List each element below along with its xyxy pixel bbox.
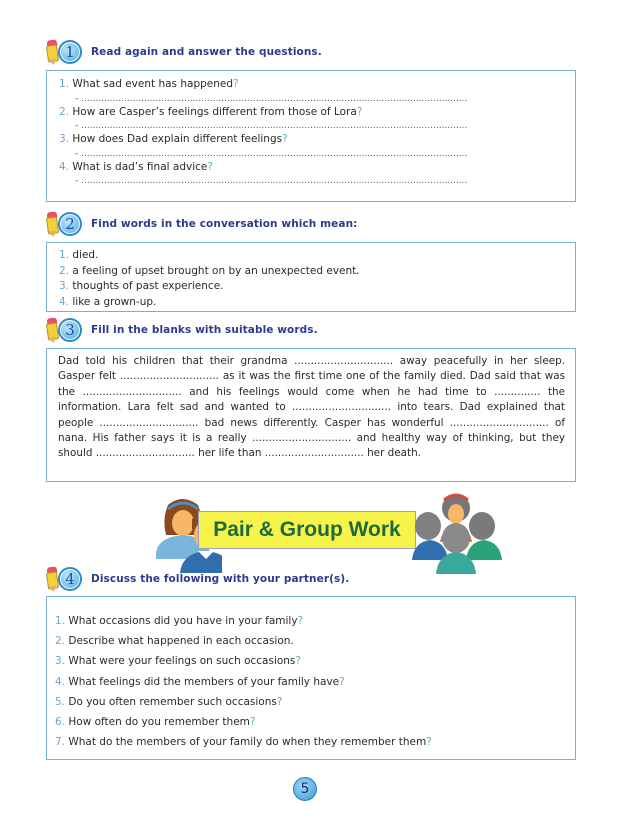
question-item: 3. How does Dad explain different feelings? - ....................................................................................................................................... xyxy=(59,132,575,160)
question-text: How are Casper’s feelings different from those of Lora xyxy=(72,105,357,118)
discussion-box xyxy=(46,596,576,760)
answer-line[interactable]: - ....................................................................................................................................... xyxy=(75,121,468,131)
page-number: 5 xyxy=(293,777,317,801)
section-title: Read again and answer the questions. xyxy=(91,46,322,58)
definitions-box xyxy=(46,242,576,312)
definition-item: 3. thoughts of past experience. xyxy=(59,280,224,292)
pair-group-work-banner xyxy=(198,511,416,549)
section-4-header xyxy=(44,566,349,592)
section-number-badge: 1 xyxy=(58,40,82,64)
section-1-header xyxy=(44,39,322,65)
question-text: What sad event has happened xyxy=(72,78,234,90)
questions-box xyxy=(46,70,576,202)
discussion-item: 4. What feelings did the members of your family have? xyxy=(55,675,345,688)
pencil-icon xyxy=(44,211,60,237)
section-title: Discuss the following with your partner(s). xyxy=(91,573,350,585)
definition-item: 1. died. xyxy=(59,249,99,261)
fill-blanks-paragraph[interactable]: Dad told his children that their grandma .............................. away peacefully in her sleep. Gasper felt .............................. as it was the first time one of the family died. Dad said that was the .............................. and his feelings would come when he had time to .............. the information. Lara felt sad and wanted to .............................. into tears. Dad explained that people .............................. bad news differently. Casper has wonderful .............................. of nana. His father says it is a really .............................. and healthy way of thinking, but they should .............................. her life than .............................. her death. xyxy=(58,355,565,460)
section-number-badge: 3 xyxy=(58,318,82,342)
section-number-badge: 4 xyxy=(58,567,82,591)
definition-item: 2. a feeling of upset brought on by an unexpected event. xyxy=(59,264,360,277)
question-item: 4. What is dad’s final advice? - ....................................................................................................................................... xyxy=(59,160,575,188)
question-item: 1. What sad event has happened? - ....................................................................................................................................... xyxy=(59,77,575,105)
pencil-icon xyxy=(44,39,60,65)
banner-label: Pair & Group Work xyxy=(213,518,401,541)
group-students-illustration xyxy=(410,490,502,574)
answer-line[interactable]: - ....................................................................................................................................... xyxy=(75,176,468,186)
pencil-icon xyxy=(44,317,60,343)
section-title: Fill in the blanks with suitable words. xyxy=(91,324,318,336)
section-title: Find words in the conversation which mean: xyxy=(91,218,358,230)
answer-line[interactable]: - ....................................................................................................................................... xyxy=(75,93,468,104)
discussion-item: 6. How often do you remember them? xyxy=(55,716,256,729)
discussion-item: 5. Do you often remember such occasions? xyxy=(55,695,283,708)
group-icon xyxy=(412,494,502,574)
section-2-header xyxy=(44,211,357,237)
question-text: How does Dad explain different feelings xyxy=(72,133,283,145)
discussion-item: 2. Describe what happened in each occasion. xyxy=(55,635,294,648)
section-number-badge: 2 xyxy=(58,212,82,236)
section-3-header xyxy=(44,317,318,343)
question-item: 2. How are Casper’s feelings different from those of Lora? - ....................................................................................................................................... xyxy=(59,105,575,133)
discussion-item: 3. What were your feelings on such occasions? xyxy=(55,655,301,668)
pencil-icon xyxy=(44,566,60,592)
question-text: What is dad’s final advice xyxy=(72,160,208,173)
fill-blanks-box xyxy=(46,348,576,482)
definition-item: 4. like a grown-up. xyxy=(59,295,157,308)
discussion-item: 1. What occasions did you have in your family? xyxy=(55,615,304,627)
discussion-item: 7. What do the members of your family do when they remember them? xyxy=(55,736,432,749)
answer-line[interactable]: - ....................................................................................................................................... xyxy=(75,148,468,159)
